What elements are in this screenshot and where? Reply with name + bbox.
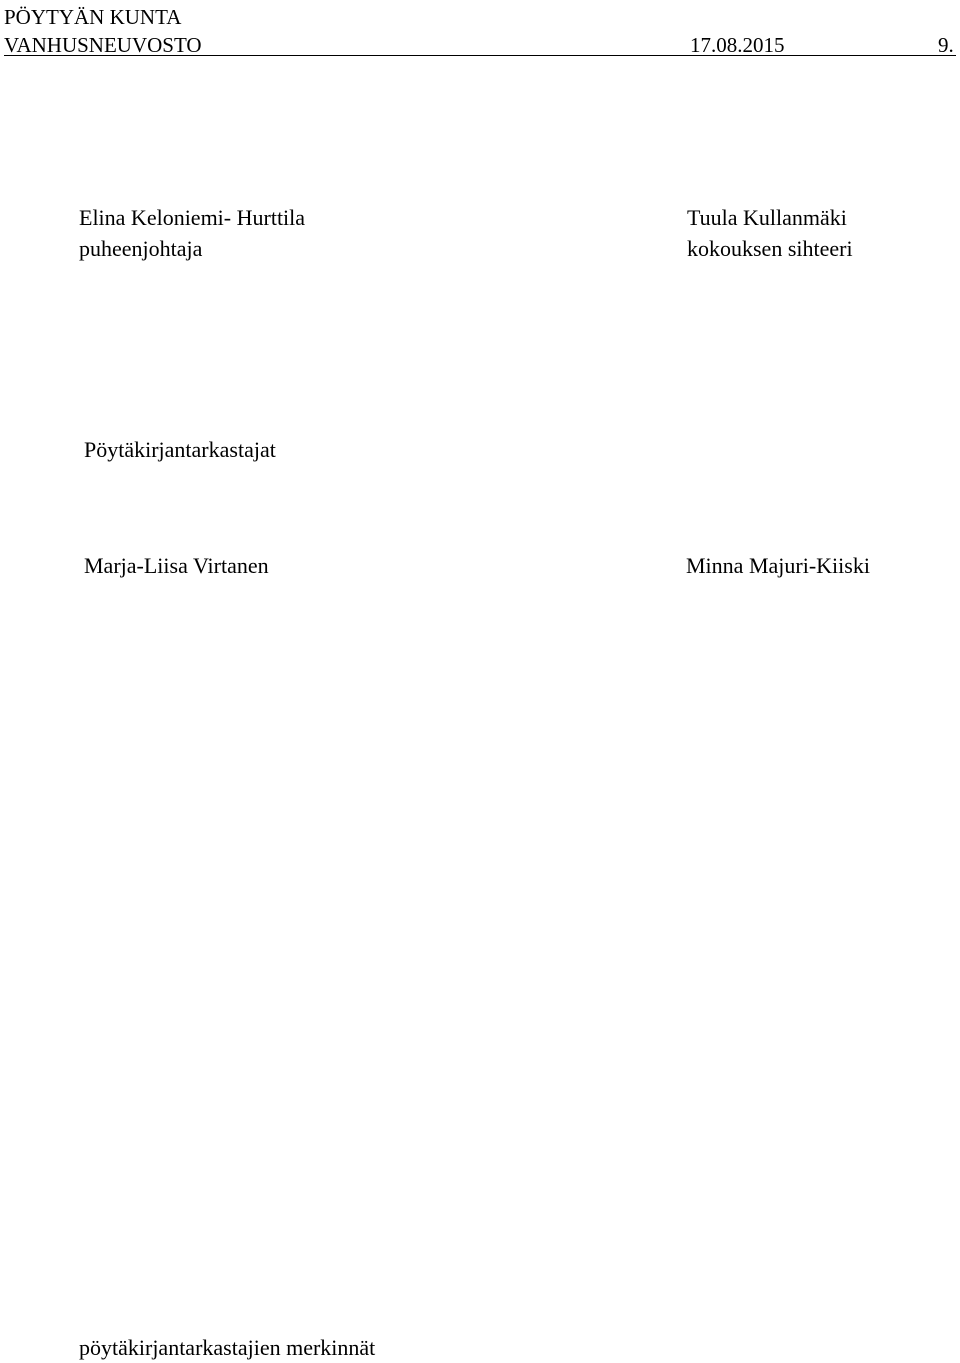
chair-role: puheenjohtaja xyxy=(79,236,203,261)
inspector-name-1: Marja-Liisa Virtanen xyxy=(84,553,269,578)
municipality-name: PÖYTYÄN KUNTA xyxy=(4,5,182,29)
chair-name: Elina Keloniemi- Hurttila xyxy=(79,205,306,230)
inspectors-heading: Pöytäkirjantarkastajat xyxy=(84,437,276,462)
page-number: 9. xyxy=(938,33,954,57)
inspectors-notes-label: pöytäkirjantarkastajien merkinnät xyxy=(79,1335,376,1360)
meeting-date: 17.08.2015 xyxy=(690,33,785,57)
document-header xyxy=(4,4,956,56)
committee-name: VANHUSNEUVOSTO xyxy=(4,33,202,57)
chair-signature-block xyxy=(79,202,305,264)
header-divider xyxy=(4,55,956,56)
secretary-role: kokouksen sihteeri xyxy=(687,236,853,261)
secretary-signature-block xyxy=(687,202,853,264)
secretary-name: Tuula Kullanmäki xyxy=(687,205,847,230)
inspector-name-2: Minna Majuri-Kiiski xyxy=(686,553,870,578)
